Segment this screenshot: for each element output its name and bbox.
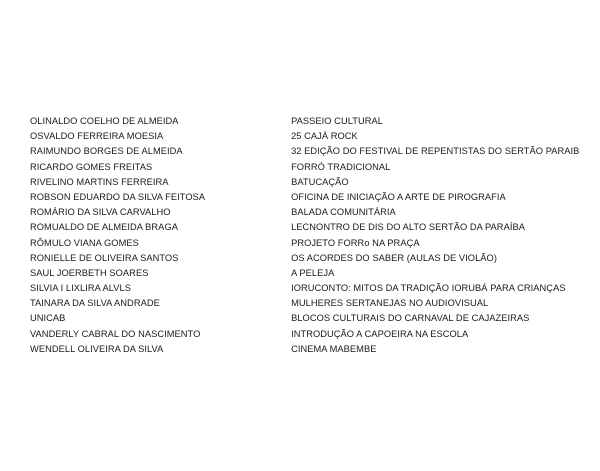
table-row (30, 342, 590, 357)
project-cell: PASSEIO CULTURAL (291, 116, 383, 126)
name-cell: VANDERLY CABRAL DO NASCIMENTO (30, 328, 201, 339)
project-cell: A PELEJA (291, 267, 335, 278)
table-row (30, 129, 590, 144)
name-cell: RICARDO GOMES FREITAS (30, 161, 153, 172)
table-row (30, 296, 590, 311)
table-row (30, 236, 590, 251)
project-cell: INTRODUÇÃO A CAPOEIRA NA ESCOLA (291, 328, 469, 339)
name-cell: RAIMUNDO BORGES DE ALMEIDA (30, 146, 183, 157)
project-cell: CINEMA MABEMBE (291, 343, 377, 354)
project-cell: BATUCAÇÃO (291, 176, 349, 187)
table-row (30, 266, 590, 281)
table-row (30, 205, 590, 220)
table-row (30, 160, 590, 175)
table-row (30, 327, 590, 342)
name-cell: SILVIA I LIXLIRA ALVLS (30, 283, 132, 294)
table-row (30, 311, 590, 326)
name-cell: UNICAB (30, 313, 66, 324)
name-project-table (30, 114, 590, 357)
name-cell: SAUL JOERBETH SOARES (30, 267, 149, 278)
table-row (30, 281, 590, 296)
project-cell: MULHERES SERTANEJAS NO AUDIOVISUAL (291, 298, 489, 309)
name-cell: ROBSON EDUARDO DA SILVA FEITOSA (30, 191, 206, 202)
table-row (30, 144, 590, 159)
project-cell: BLOCOS CULTURAIS DO CARNAVAL DE CAJAZEIRAS (291, 313, 530, 324)
name-cell: WENDELL OLIVEIRA DA SILVA (30, 343, 164, 354)
project-cell: OFICINA DE INICIAÇÃO A ARTE DE PIROGRAFIA (291, 191, 506, 202)
name-cell: ROMUALDO DE ALMEIDA BRAGA (30, 222, 178, 233)
name-cell: OSVALDO FERREIRA MOESIA (30, 131, 164, 142)
name-cell: OLINALDO COELHO DE ALMEIDA (30, 116, 179, 126)
project-cell: IORUCONTO: MITOS DA TRADIÇÃO IORUBÁ PARA CRIANÇAS (291, 283, 566, 294)
table-row (30, 220, 590, 235)
table-row (30, 251, 590, 266)
project-cell: 32 EDIÇÃO DO FESTIVAL DE REPENTISTAS DO SERTÃO PARAIB (291, 146, 580, 157)
project-cell: LECNONTRO DE DIS DO ALTO SERTÃO DA PARAÍBA (291, 222, 525, 233)
table-row (30, 114, 590, 129)
name-cell: TAINARA DA SILVA ANDRADE (30, 298, 160, 309)
project-cell: OS ACORDES DO SABER (AULAS DE VIOLÃO) (291, 252, 497, 263)
name-cell: ROMÁRIO DA SILVA CARVALHO (30, 207, 171, 218)
project-cell: 25 CAJÁ ROCK (291, 131, 358, 142)
project-cell: PROJETO FORRo NA PRAÇA (291, 237, 420, 248)
name-cell: RIVELINO MARTINS FERREIRA (30, 176, 169, 187)
name-cell: RONIELLE DE OLIVEIRA SANTOS (30, 252, 179, 263)
project-cell: BALADA COMUNITÁRIA (291, 207, 396, 218)
project-cell: FORRÓ TRADICIONAL (291, 161, 391, 172)
table-row (30, 190, 590, 205)
name-cell: RÔMULO VIANA GOMES (30, 237, 139, 248)
table-row (30, 175, 590, 190)
